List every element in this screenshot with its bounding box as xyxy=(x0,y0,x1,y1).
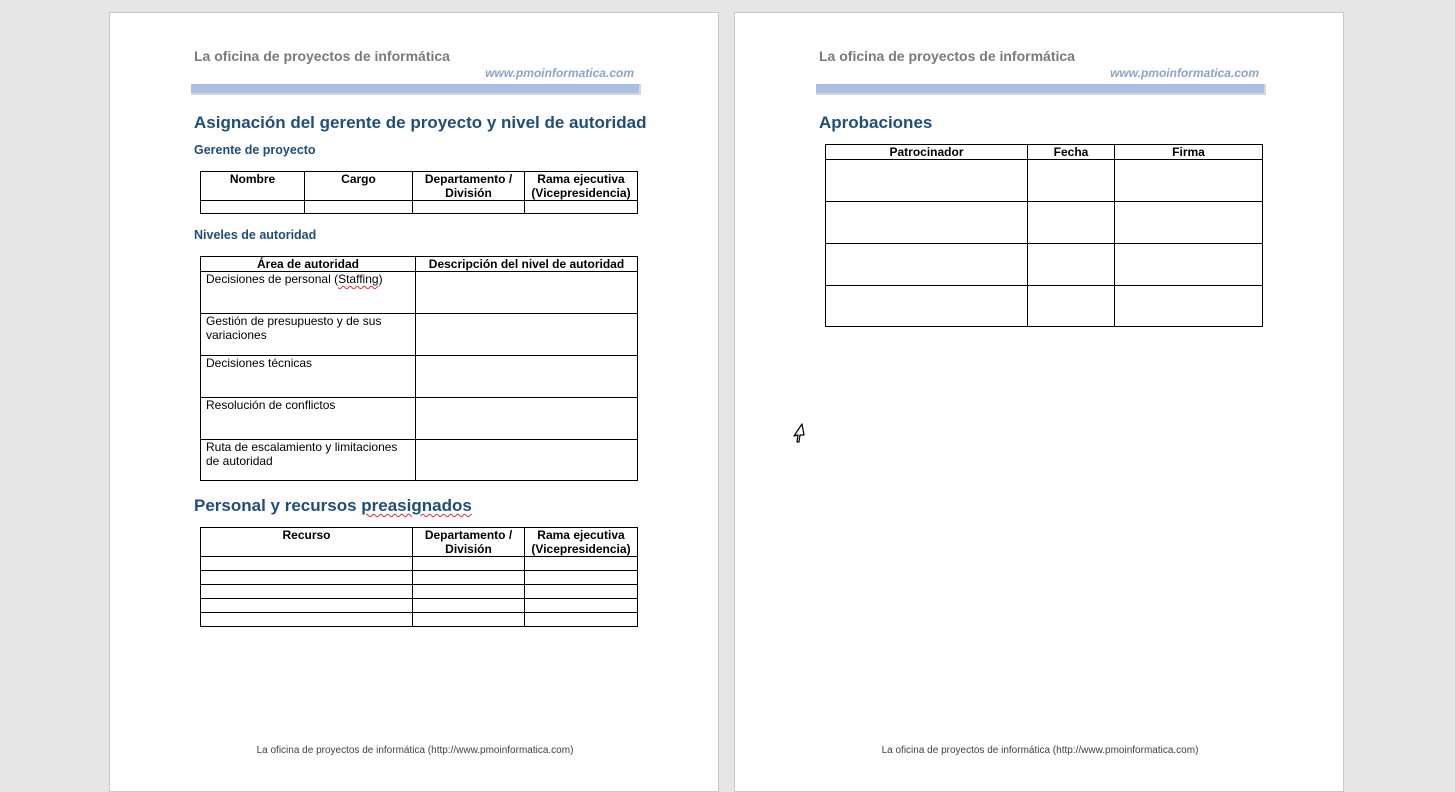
table-row xyxy=(201,440,638,481)
table-cell[interactable] xyxy=(826,160,1028,202)
authority-area-text: ) xyxy=(378,272,383,286)
authority-description-cell[interactable] xyxy=(416,356,638,398)
column-header-signature: Firma xyxy=(1115,145,1263,160)
column-header-executive-branch: Rama ejecutiva (Vicepresidencia) xyxy=(525,172,638,201)
table-row xyxy=(201,599,638,613)
column-header-executive-branch: Rama ejecutiva (Vicepresidencia) xyxy=(525,528,638,557)
table-cell[interactable] xyxy=(525,599,638,613)
table-cell[interactable] xyxy=(201,571,413,585)
header-url: www.pmoinformatica.com xyxy=(1110,66,1259,80)
table-header-row xyxy=(826,145,1263,160)
column-header-name: Nombre xyxy=(201,172,305,201)
table-cell[interactable] xyxy=(413,571,525,585)
column-header-position: Cargo xyxy=(305,172,413,201)
authority-area-text: Resolución de conflictos xyxy=(206,398,336,412)
resources-title-text: Personal y recursos xyxy=(194,496,362,515)
authority-area-cell xyxy=(201,272,416,314)
table-cell[interactable] xyxy=(413,201,525,214)
column-header-sponsor: Patrocinador xyxy=(826,145,1028,160)
table-cell[interactable] xyxy=(305,201,413,214)
table-cell[interactable] xyxy=(1028,160,1115,202)
table-row xyxy=(826,160,1263,202)
table-row xyxy=(201,314,638,356)
authority-area-cell xyxy=(201,440,416,481)
table-row xyxy=(826,244,1263,286)
document-page-2 xyxy=(734,12,1344,792)
table-row xyxy=(201,398,638,440)
table-cell[interactable] xyxy=(1028,286,1115,327)
authority-area-text: Gestión de presupuesto y de sus variaciones xyxy=(206,314,382,342)
table-row xyxy=(201,585,638,599)
subtitle-project-manager: Gerente de proyecto xyxy=(194,143,316,157)
table-cell[interactable] xyxy=(201,557,413,571)
authority-area-cell xyxy=(201,314,416,356)
table-cell[interactable] xyxy=(413,599,525,613)
approvals-table xyxy=(825,144,1263,327)
table-row xyxy=(201,613,638,627)
resources-table xyxy=(200,527,638,627)
section-title-resources xyxy=(194,496,472,516)
column-header-department: Departamento / División xyxy=(413,172,525,201)
table-cell[interactable] xyxy=(413,613,525,627)
table-cell[interactable] xyxy=(826,202,1028,244)
page-footer: La oficina de proyectos de informática (http://www.pmoinformatica.com) xyxy=(256,745,574,756)
table-row xyxy=(201,571,638,585)
table-cell[interactable] xyxy=(525,557,638,571)
document-page-1 xyxy=(109,12,719,792)
table-cell[interactable] xyxy=(1028,244,1115,286)
column-header-authority-description: Descripción del nivel de autoridad xyxy=(416,257,638,272)
table-cell[interactable] xyxy=(1115,202,1263,244)
table-cell[interactable] xyxy=(525,571,638,585)
table-header-row xyxy=(201,257,638,272)
header-url: www.pmoinformatica.com xyxy=(485,66,634,80)
authority-table xyxy=(200,256,638,481)
header-title: La oficina de proyectos de informática xyxy=(819,48,1075,64)
table-cell[interactable] xyxy=(525,585,638,599)
table-row xyxy=(826,286,1263,327)
table-cell[interactable] xyxy=(201,201,305,214)
section-title-approvals: Aprobaciones xyxy=(819,113,933,132)
authority-area-text: Decisiones de personal ( xyxy=(206,272,339,286)
table-row xyxy=(201,201,638,214)
column-header-resource: Recurso xyxy=(201,528,413,557)
column-header-authority-area: Área de autoridad xyxy=(201,257,416,272)
subtitle-authority-levels: Niveles de autoridad xyxy=(194,228,317,242)
header-bar xyxy=(191,84,641,95)
table-cell[interactable] xyxy=(201,599,413,613)
table-header-row xyxy=(201,528,638,557)
authority-area-text: Ruta de escalamiento y limitaciones de autoridad xyxy=(206,440,398,468)
table-cell[interactable] xyxy=(1115,160,1263,202)
table-cell[interactable] xyxy=(413,585,525,599)
authority-description-cell[interactable] xyxy=(416,272,638,314)
table-header-row xyxy=(201,172,638,201)
table-cell[interactable] xyxy=(525,613,638,627)
table-cell[interactable] xyxy=(201,613,413,627)
table-row xyxy=(201,557,638,571)
mouse-pointer-icon xyxy=(790,422,806,444)
authority-area-text: Decisiones técnicas xyxy=(206,356,313,370)
manager-table xyxy=(200,171,638,214)
table-cell[interactable] xyxy=(201,585,413,599)
table-cell[interactable] xyxy=(1028,202,1115,244)
table-cell[interactable] xyxy=(826,286,1028,327)
authority-description-cell[interactable] xyxy=(416,440,638,481)
table-cell[interactable] xyxy=(1115,286,1263,327)
misspelled-word: Staffing xyxy=(338,272,379,286)
header-title: La oficina de proyectos de informática xyxy=(194,48,450,64)
page-footer: La oficina de proyectos de informática (http://www.pmoinformatica.com) xyxy=(881,745,1199,756)
column-header-date: Fecha xyxy=(1028,145,1115,160)
table-row xyxy=(201,356,638,398)
misspelled-word: preasignados xyxy=(361,496,472,515)
authority-area-cell xyxy=(201,398,416,440)
table-row xyxy=(201,272,638,314)
header-bar xyxy=(816,84,1266,95)
column-header-department: Departamento / División xyxy=(413,528,525,557)
authority-description-cell[interactable] xyxy=(416,314,638,356)
table-row xyxy=(826,202,1263,244)
table-cell[interactable] xyxy=(826,244,1028,286)
section-title-assignment: Asignación del gerente de proyecto y nivel de autoridad xyxy=(194,113,647,132)
authority-area-cell xyxy=(201,356,416,398)
table-cell[interactable] xyxy=(525,201,638,214)
authority-description-cell[interactable] xyxy=(416,398,638,440)
table-cell[interactable] xyxy=(413,557,525,571)
table-cell[interactable] xyxy=(1115,244,1263,286)
